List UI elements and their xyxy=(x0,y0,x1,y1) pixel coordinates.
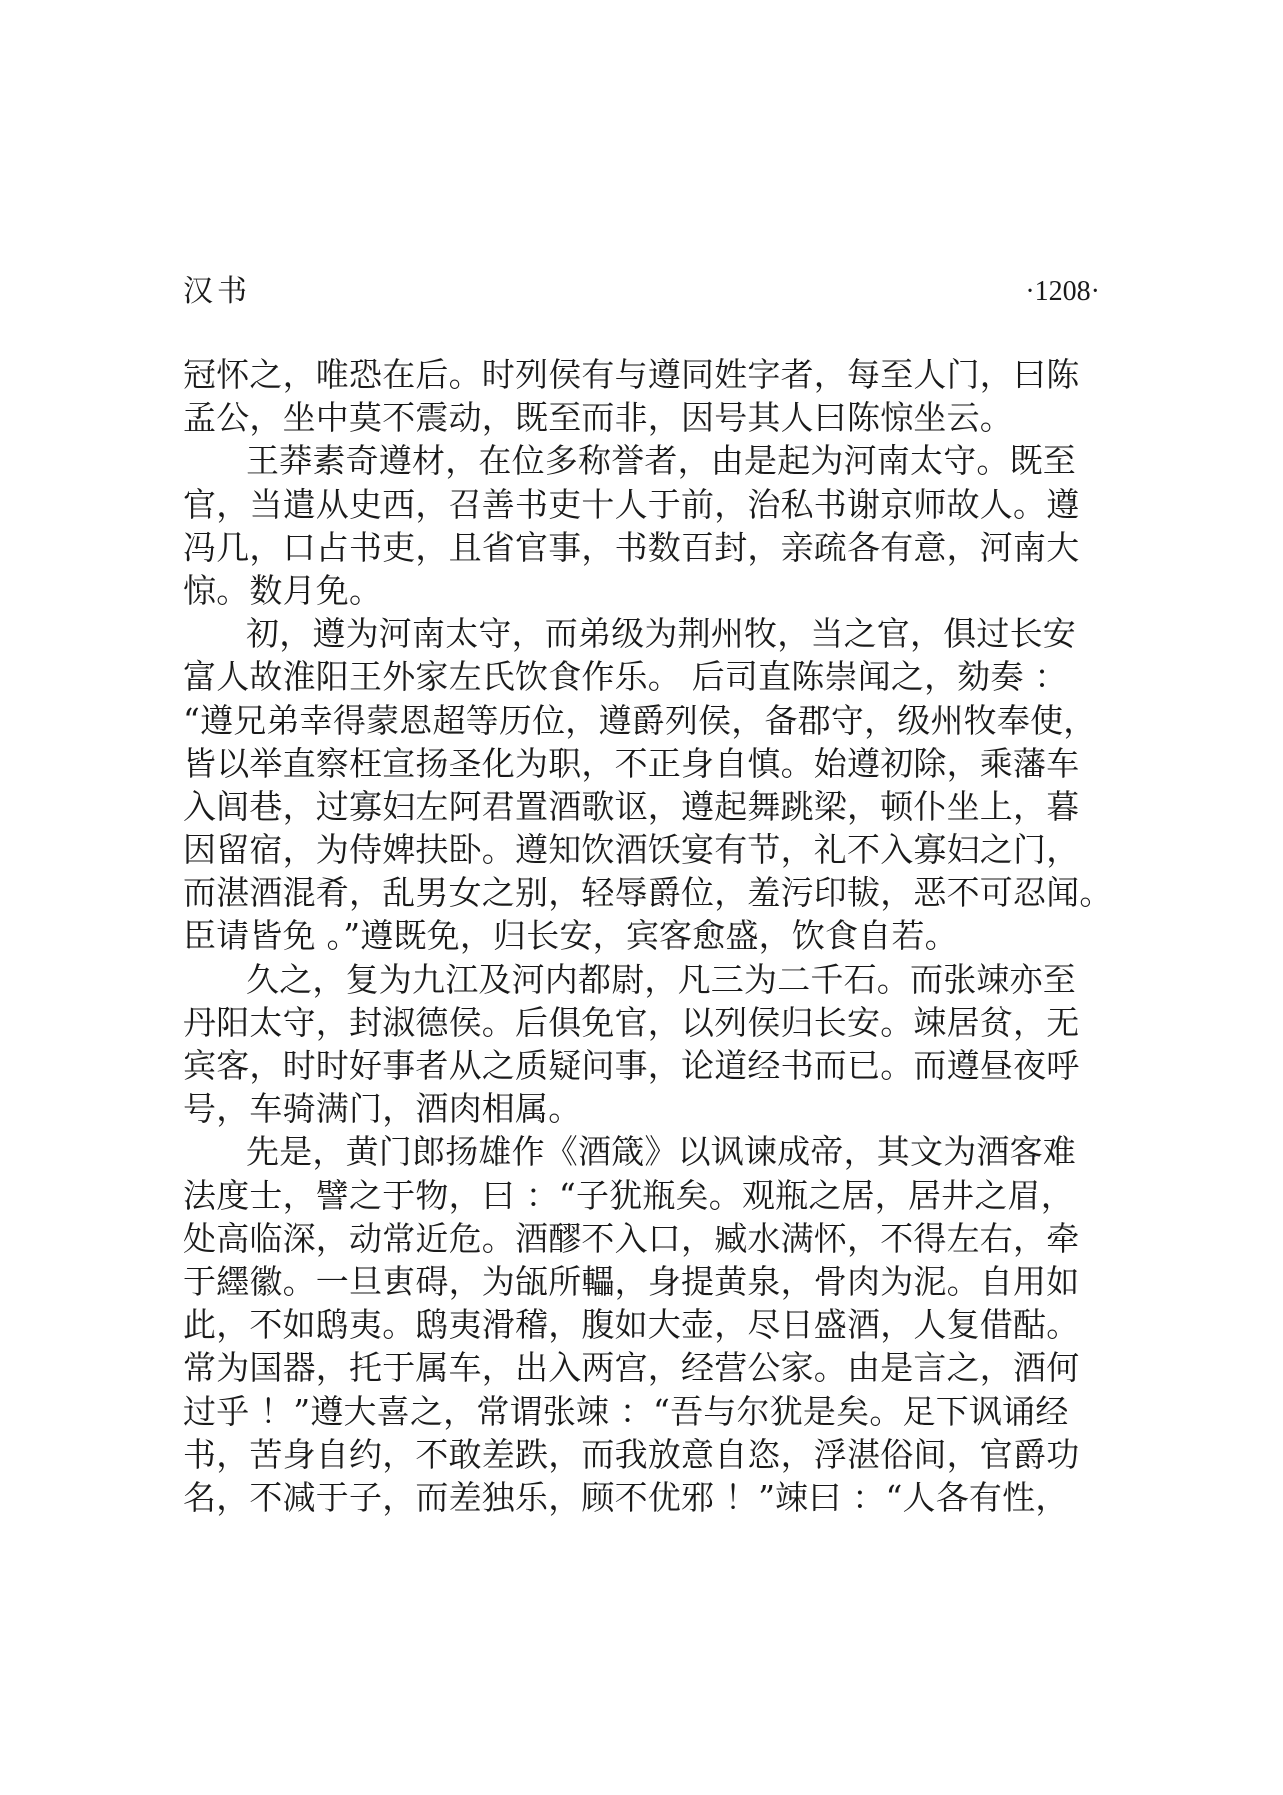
text-line: 名，不减于子，而差独乐，顾不优邪 ！”竦曰 ：“人各有性， xyxy=(183,1477,1069,1517)
text-line: 宾客，时时好事者从之质疑问事，论道经书而已。而遵昼夜呼 xyxy=(183,1046,1080,1085)
text-line: 臣请皆免 。”遵既免，归长安，宾客愈盛，饮食自若。 xyxy=(183,916,958,956)
text-line: 而湛酒混肴，乱男女之别，轻辱爵位，羞污印韨，恶不可忍闻。 xyxy=(183,873,1113,913)
text-line: 皆以举直察枉宣扬圣化为职，不正身自慎。始遵初除，乘藩车 xyxy=(183,743,1080,783)
text-line: 官，当遣从史西，召善书吏十人于前，治私书谢京师故人。遵 xyxy=(183,484,1080,524)
text-line: 初，遵为河南太守，而弟级为荆州牧，当之官，俱过长安 xyxy=(246,614,1076,654)
text-line: 于纆徽。一旦叀碍，为瓵所轠，身提黄泉，骨肉为泥。自用如 xyxy=(183,1261,1080,1301)
text-line: 孟公，坐中莫不震动，既至而非，因号其人曰陈惊坐云。 xyxy=(183,398,1013,438)
text-line: 冯几，口占书吏，且省官事，书数百封，亲疏各有意，河南大 xyxy=(183,527,1080,567)
text-line: 书，苦身自约，不敢差跌，而我放意自恣，浮湛俗间，官爵功 xyxy=(183,1434,1080,1474)
text-line: “遵兄弟幸得蒙恩超等历位，遵爵列侯，备郡守，级州牧奉使， xyxy=(183,700,1097,740)
text-line: 冠怀之，唯恐在后。时列侯有与遵同姓字者，每至人门，曰陈 xyxy=(183,355,1080,394)
text-line: 丹阳太守，封淑德侯。后俱免官，以列侯归长安。竦居贫，无 xyxy=(183,1002,1080,1042)
page-body xyxy=(183,353,1113,1519)
text-line: 富人故淮阳王外家左氏饮食作乐。 后司直陈崇闻之，劾奏 ： xyxy=(183,657,1068,697)
text-line: 过乎 ！”遵大喜之，常谓张竦 ：“吾与尔犹是矣。足下讽诵经 xyxy=(183,1391,1069,1431)
book-title: 汉书 xyxy=(183,274,251,309)
text-line: 号，车骑满门，酒肉相属。 xyxy=(183,1089,582,1129)
text-line: 处高临深，动常近危。酒醪不入口，臧水满怀，不得左右，牵 xyxy=(183,1218,1080,1258)
page-header xyxy=(183,270,1100,314)
page-number: ·1208· xyxy=(1025,276,1100,307)
text-line: 久之，复为九江及河内都尉，凡三为二千石。而张竦亦至 xyxy=(246,959,1076,999)
text-line: 常为国器，托于属车，出入两宫，经营公家。由是言之，酒何 xyxy=(183,1348,1080,1388)
text-line: 先是，黄门郎扬雄作《酒箴》以讽谏成帝，其文为酒客难 xyxy=(246,1132,1076,1172)
text-line: 法度士，譬之于物，曰 ：“子犹瓶矣。观瓶之居，居井之眉， xyxy=(183,1175,1074,1215)
text-line: 入闾巷，过寡妇左阿君置酒歌讴，遵起舞跳梁，顿仆坐上，暮 xyxy=(183,786,1080,826)
text-line: 因留宿，为侍婢扶卧。遵知饮酒饫宴有节，礼不入寡妇之门， xyxy=(183,830,1080,870)
text-line: 此，不如鸱夷。鸱夷滑稽，腹如大壶，尽日盛酒，人复借酤。 xyxy=(183,1305,1080,1345)
text-line: 王莽素奇遵材，在位多称誉者，由是起为河南太守。既至 xyxy=(246,441,1076,481)
text-line: 惊。数月免。 xyxy=(183,570,383,610)
